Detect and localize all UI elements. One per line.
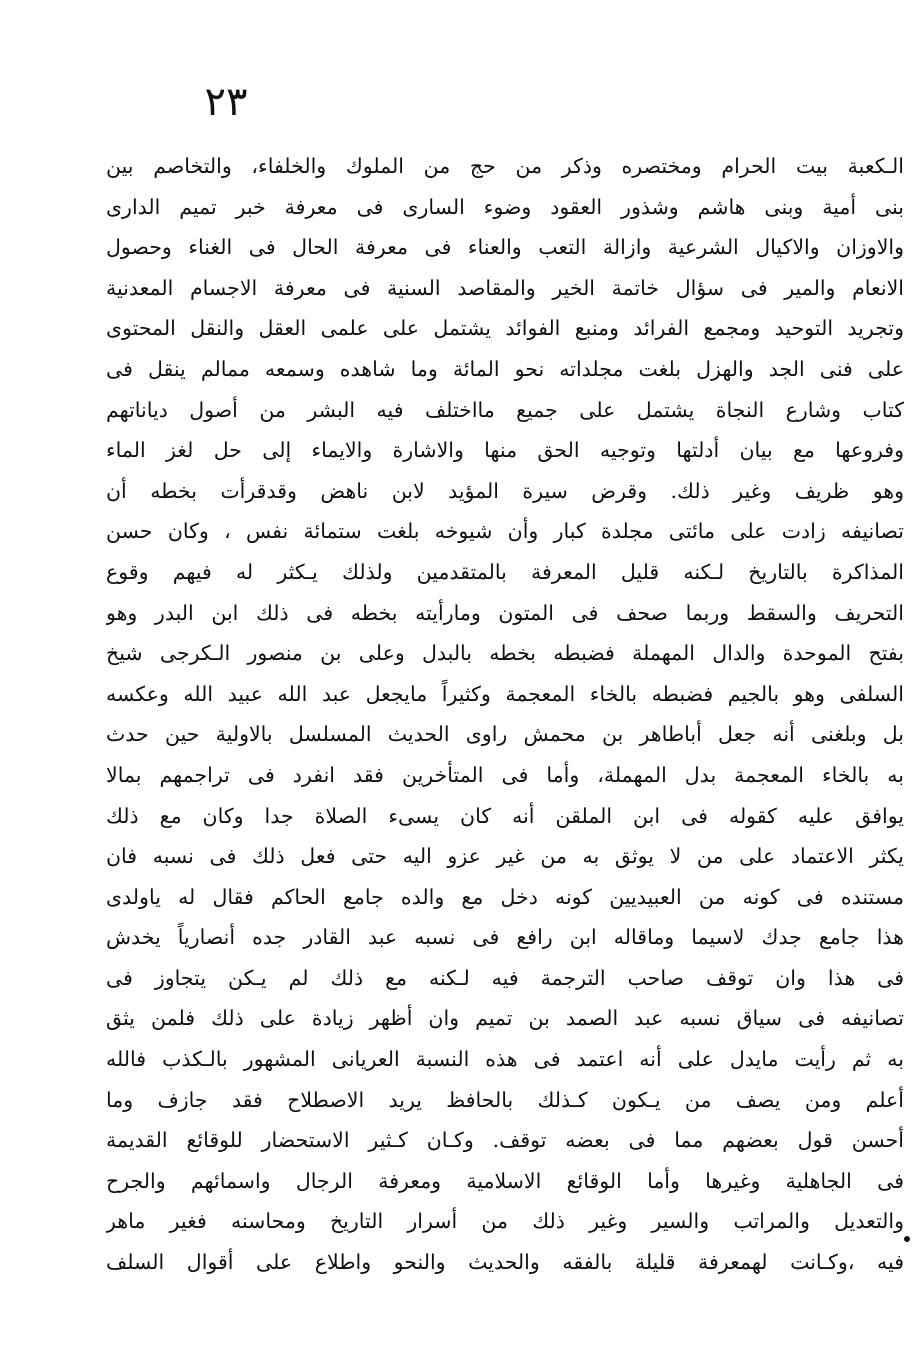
text-line: التحريف والسقط وربما صحف فى المتون ومارأيته بخطه فى ذلك ابن البدر وهو <box>106 600 904 625</box>
text-line: يكثر الاعتماد على من لا يوثق به من غير عزو اليه حتى فعل ذلك فى نسبه فان <box>106 844 904 869</box>
text-line: مستنده فى كونه من العبيديين كونه دخل مع والده جامع الحاكم فقال له ياولدى <box>106 884 904 909</box>
page-text <box>106 146 904 1283</box>
text-line: على فنى الجد والهزل بلغت مجلداته نحو المائة وما شاهده وسمعه ممالم ينقل فى <box>106 356 904 381</box>
text-line: بفتح الموحدة والدال المهملة فضبطه بخطه بالبدل وعلى بن منصور الـكرجى شيخ <box>106 641 904 666</box>
text-line: به بالخاء المعجمة بدل المهملة، وأما فى المتأخرين فقد انفرد فى تراجمهم بمالا <box>106 762 904 787</box>
text-line: والتعديل والمراتب والسير وغير ذلك من أسرار التاريخ ومحاسنه فغير ماهر <box>106 1209 904 1234</box>
text-line: كتاب وشارع النجاة يشتمل على جميع مااختلف فيه البشر من أصول دياناتهم <box>106 397 904 422</box>
text-line: بنى أمية وبنى هاشم وشذور العقود وضوء السارى فى معرفة خبر تميم الدارى <box>106 194 904 219</box>
text-line: وهو ظريف وغير ذلك. وقرض سيرة المؤيد لابن ناهض وقدقرأت بخطه أن <box>106 478 904 503</box>
text-line: هذا جامع جدك لاسيما وماقاله ابن رافع فى نسبه عبد القادر جده أنصارياً يخدش <box>106 925 904 950</box>
text-line: أحسن قول بعضهم مما فى بعضه توقف. وكـان كـثير الاستحضار للوقائع القديمة <box>106 1128 904 1153</box>
text-line: السلفى وهو بالجيم فضبطه بالخاء المعجمة وكثيراً مايجعل عبد الله عبيد الله وعكسه <box>106 681 904 706</box>
text-line: المذاكرة بالتاريخ لـكنه قليل المعرفة بالمتقدمين ولذلك يـكثر له فيهم وقوع <box>106 559 904 584</box>
margin-dot <box>904 1236 910 1242</box>
text-line: به ثم رأيت مايدل على أنه اعتمد فى هذه النسبة العريانى المشهور بالـكذب فالله <box>106 1047 904 1072</box>
text-line: يوافق عليه كقوله فى ابن الملقن أنه كان يسىء الصلاة جدا وكان مع ذلك <box>106 803 904 828</box>
text-line: تصانيفه زادت على مائتى مجلدة كبار وأن شيوخه بلغت ستمائة نفس ، وكان حسن <box>106 519 904 544</box>
text-line: الـكعبة بيت الحرام ومختصره وذكر من حج من الملوك والخلفاء، والتخاصم بين <box>106 154 904 178</box>
text-line: تصانيفه فى سياق نسبه عبد الصمد بن تميم وان أظهر زيادة على ذلك فلمن يثق <box>106 1006 904 1031</box>
text-line: بل وبلغنى أنه جعل أباطاهر بن محمش راوى الحديث المسلسل بالاولية حين حدث <box>106 722 904 747</box>
text-line: فيه ،وكـانت لهمعرفة قليلة بالفقه والحديث والنحو واطلاع على أقوال السلف <box>106 1250 904 1275</box>
text-line: الانعام والمير فى سؤال خاتمة الخير والمقاصد السنية فى معرفة الاجسام المعدنية <box>106 275 904 300</box>
text-line: فى هذا وان توقف صاحب الترجمة فيه لـكنه مع ذلك لم يـكن يتجاوز فى <box>106 965 904 990</box>
text-line: والاوزان والاكيال الشرعية وازالة التعب والعناء فى معرفة الحال فى الغناء وحصول <box>106 235 904 260</box>
text-line: وتجريد التوحيد ومجمع الفرائد ومنبع الفوائد يشتمل على علمى العقل والنقل المحتوى <box>106 316 904 341</box>
text-line: أعلم ومن يصف من يـكون كـذلك بالحافظ يريد الاصطلاح فقد جازف وما <box>106 1087 904 1112</box>
text-line: وفروعها مع بيان أدلتها وتوجيه الحق منها والاشارة والايماء إلى حل لغز الماء <box>106 438 904 463</box>
text-line: فى الجاهلية وغيرها وأما الوقائع الاسلامية ومعرفة الرجال واسمائهم والجرح <box>106 1168 904 1193</box>
page-number: ٢٣ <box>204 79 248 125</box>
